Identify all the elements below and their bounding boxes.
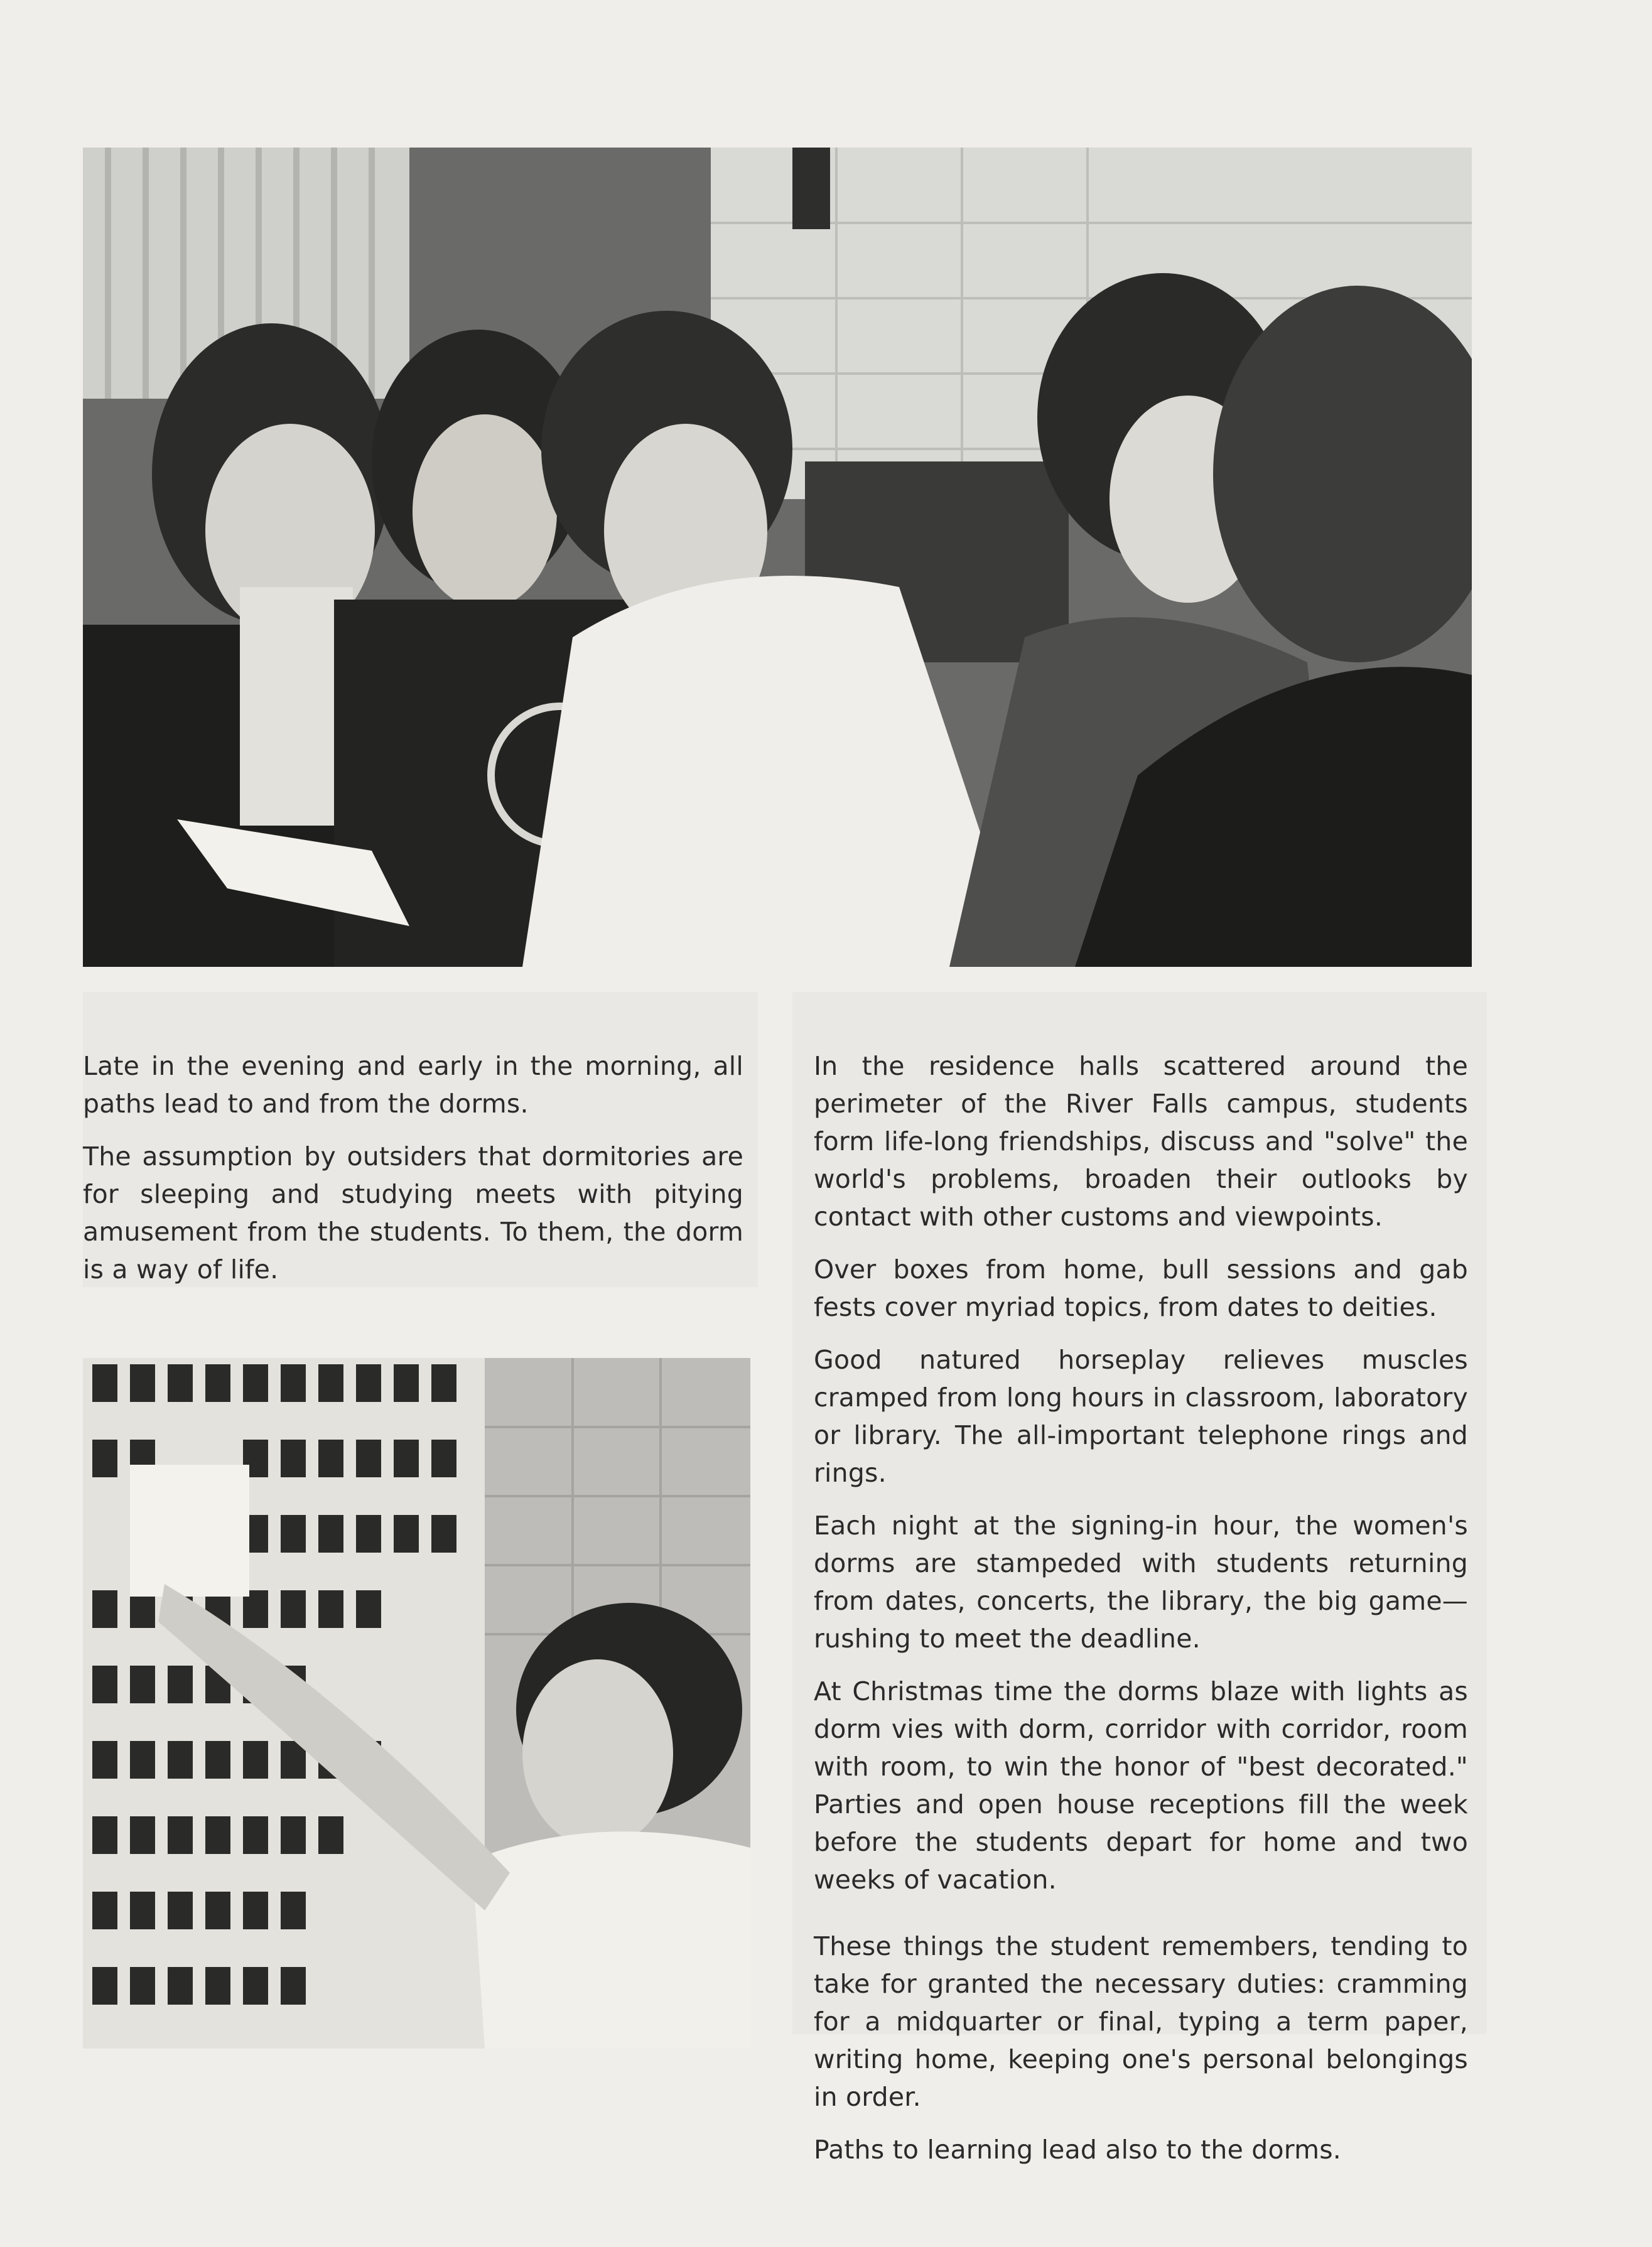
right-paragraph-1: In the residence halls scattered around the perimeter of the River Falls campus, students form life-long friendships, discuss and "solve" the world's problems, broaden their outlooks by contact with other customs and viewpoints.: [814, 1051, 1468, 1232]
left-text-column: [83, 1047, 743, 1303]
right-text-column: [792, 992, 1487, 2165]
photo-student-at-mailboxes: [83, 1358, 750, 2049]
photo-students-reading-letter: [83, 148, 1472, 967]
right-paragraph-5: At Christmas time the dorms blaze with lights as dorm vies with dorm, corridor with corridor, room with room, to win the honor of "best decorated." Parties and open house receptions fill the week before the students depart for home and two weeks of vacation.: [814, 1676, 1468, 1895]
right-paragraph-7: Paths to learning lead also to the dorms.: [814, 2135, 1342, 2165]
right-paragraph-3: Good natured horseplay relieves muscles cramped from long hours in classroom, laboratory or library. The all-important telephone rings and rings.: [814, 1345, 1468, 1488]
right-paragraph-6: These things the student remembers, tending to take for granted the necessary duties: cramming for a midquarter or final, typing a term paper, writing home, keeping one's personal belongings in order.: [814, 1931, 1468, 2112]
left-paragraph-1: Late in the evening and early in the morning, all paths lead to and from the dorms.: [83, 1051, 743, 1119]
right-paragraph-4: Each night at the signing-in hour, the women's dorms are stampeded with students returning from dates, concerts, the library, the big game—rushing to meet the deadline.: [814, 1511, 1468, 1654]
right-paragraph-2: Over boxes from home, bull sessions and gab fests cover myriad topics, from dates to deities.: [814, 1254, 1468, 1322]
left-paragraph-2: The assumption by outsiders that dormitories are for sleeping and studying meets with pitying amusement from the students. To them, the dorm is a way of life.: [83, 1141, 743, 1285]
